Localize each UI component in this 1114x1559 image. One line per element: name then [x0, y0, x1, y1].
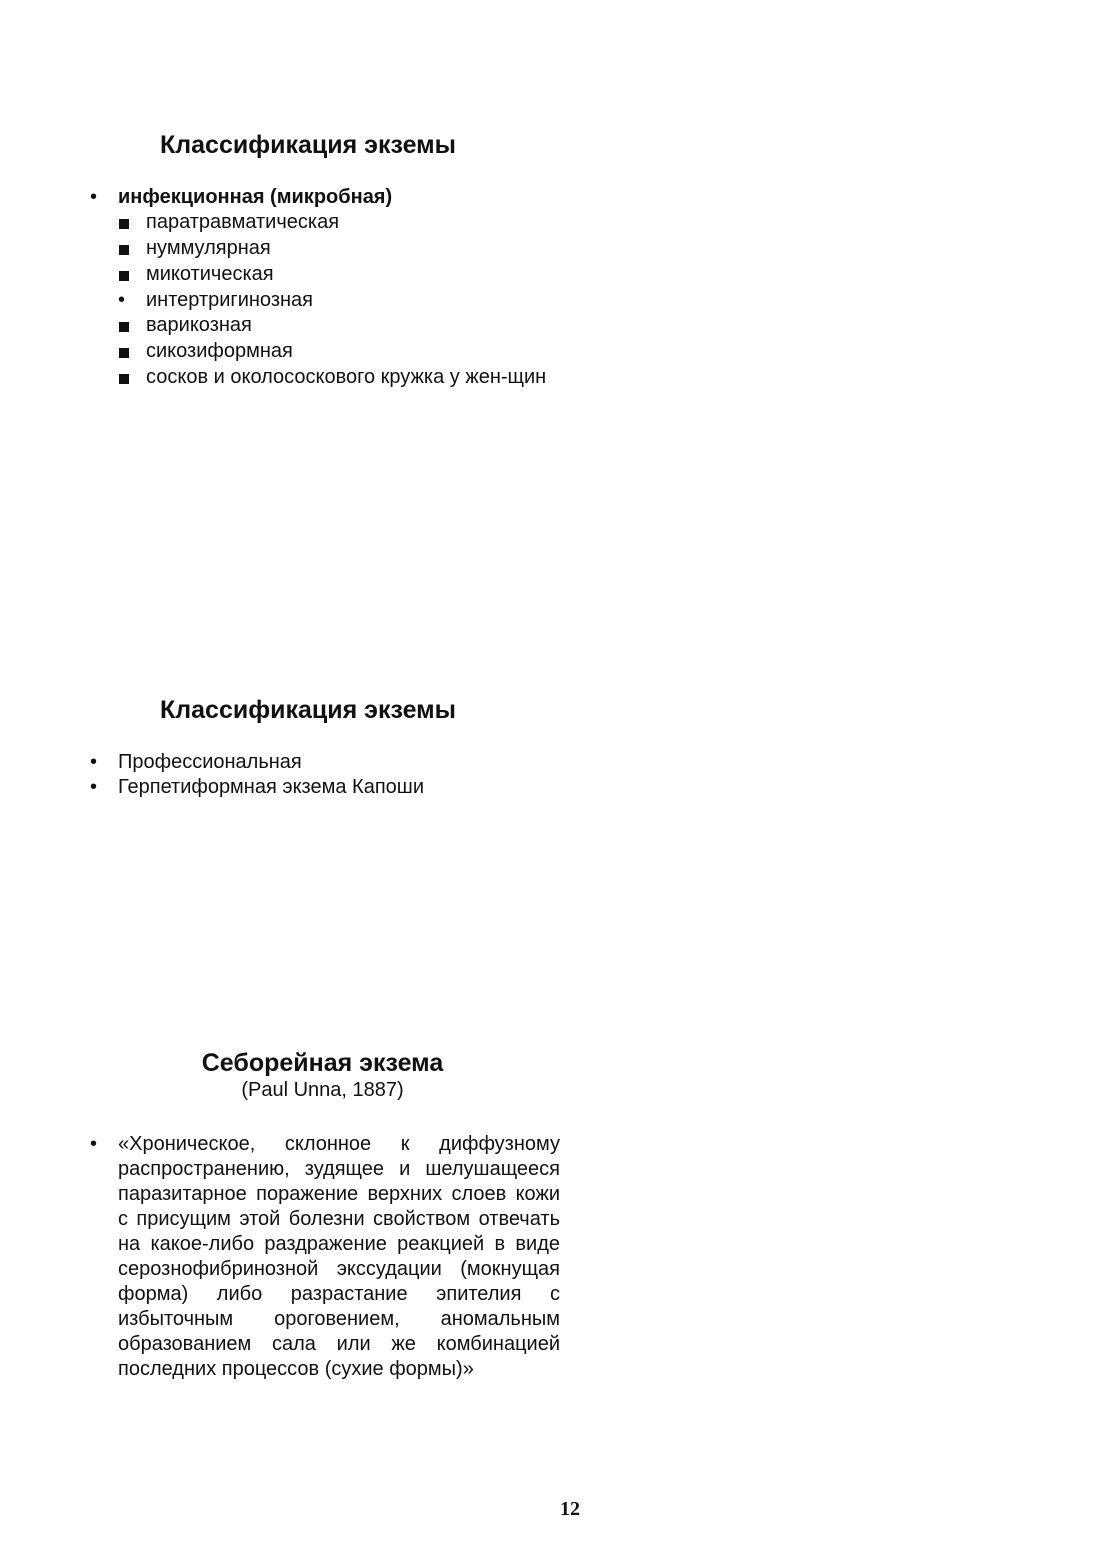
sublist: [90, 210, 560, 391]
list-item-text: Герпетиформная экзема Капоши: [118, 776, 424, 798]
list-item: [118, 339, 560, 365]
section3-list: [90, 1132, 560, 1382]
list-item: [118, 262, 560, 288]
bullet-icon: [90, 750, 118, 775]
list-item-text: интертригинозная: [146, 289, 313, 311]
section3-subtitle: (Paul Unna, 1887): [241, 1079, 404, 1101]
list-item: [118, 365, 560, 391]
bullet-icon: [118, 313, 146, 339]
list-item: [90, 185, 560, 391]
section2-title: Классификация экземы: [160, 696, 456, 724]
section2-list: [90, 750, 560, 800]
list-item-text: сикозиформная: [146, 340, 293, 362]
list-item: [118, 210, 560, 236]
list-item-text: микотическая: [146, 263, 274, 285]
bullet-icon: [118, 339, 146, 365]
page-number: 12: [560, 1498, 580, 1520]
list-item: [118, 288, 560, 313]
section1-title: Классификация экземы: [160, 131, 456, 159]
section3-title: Себорейная экзема: [201, 1049, 444, 1077]
group-label: инфекционная (микробная): [118, 186, 393, 208]
bullet-icon: [118, 365, 146, 391]
section1-list: [90, 185, 560, 391]
list-item: [90, 750, 560, 775]
list-item: [90, 775, 560, 800]
list-item-text: сосков и околососкового кружка у жен-щин: [146, 366, 547, 388]
list-item-text: варикозная: [146, 314, 252, 336]
bullet-icon: [90, 185, 118, 210]
bullet-icon: [90, 775, 118, 800]
section3-header: [150, 1048, 495, 1102]
list-item: [90, 1132, 560, 1382]
quote-text: «Хроническое, склонное к диффузному распространению, зудящее и шелушащееся паразитарное поражение верхних слоев кожи с присущим этой болезни свойством отвечать на какое-либо раздражение реакцией в виде серознофибринозной экссудации (мокнущая форма) либо разрастание эпителия с избыточным ороговением, аномальным образованием сала или же комбинацией последних процессов (сухие формы)»: [118, 1133, 560, 1380]
bullet-icon: [118, 288, 146, 313]
list-item-text: нуммулярная: [146, 237, 271, 259]
list-item: [118, 236, 560, 262]
bullet-icon: [90, 1132, 118, 1157]
list-item-text: паратравматическая: [146, 211, 340, 233]
bullet-icon: [118, 262, 146, 288]
list-item: [118, 313, 560, 339]
bullet-icon: [118, 210, 146, 236]
bullet-icon: [118, 236, 146, 262]
list-item-text: Профессиональная: [118, 751, 302, 773]
